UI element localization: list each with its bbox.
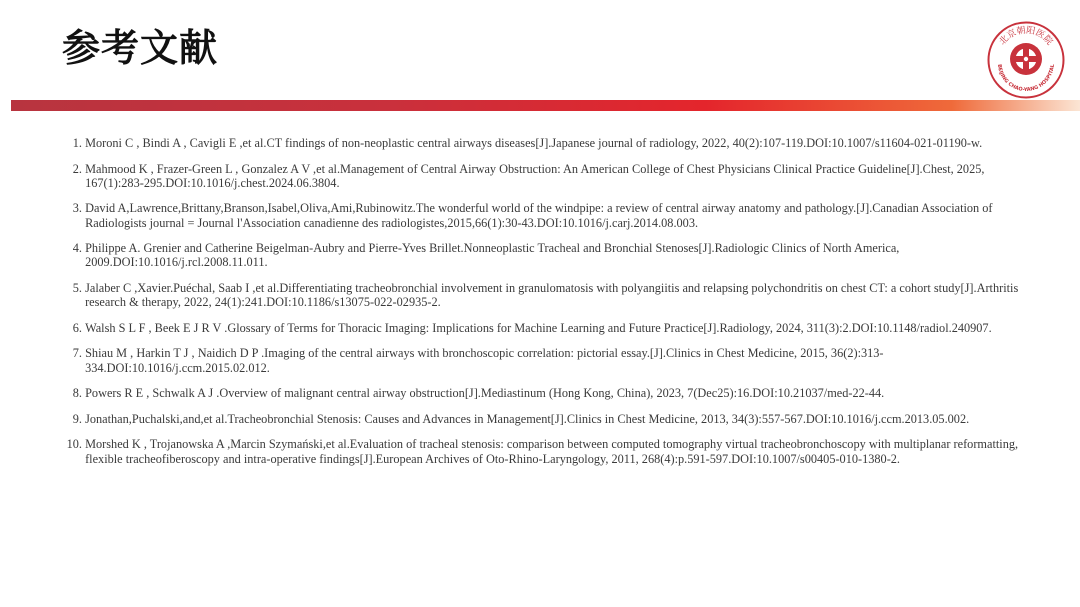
reference-list	[60, 136, 1020, 477]
reference-item	[60, 437, 1020, 465]
logo-cross-emblem	[1010, 43, 1042, 75]
reference-number: 2.	[72, 161, 82, 176]
reference-number: 1.	[72, 136, 82, 150]
reference-item	[60, 346, 1020, 374]
reference-text: Walsh S L F , Beek E J R V .Glossary of Terms for Thoracic Imaging: Implications for Machine Learning and Future Practice[J].Radiology, 2024, 311(3):2.DOI:10.1148/radiol.240907.	[85, 320, 992, 335]
reference-text: David A,Lawrence,Brittany,Branson,Isabel,Oliva,Ami,Rubinowitz.The wonderful world of the windpipe: a review of central airway anatomy and pathology.[J].Canadian Association of Radiologists journal = Journal l'Association canadienne des radiologistes,2015,66(1):30-43.DOI:10.1016/j.carj.2014.08.003.	[85, 201, 993, 230]
reference-number: 5.	[72, 280, 82, 295]
reference-item	[60, 241, 1020, 269]
reference-text: Jalaber C ,Xavier.Puéchal, Saab I ,et al.Differentiating tracheobronchial involvement in granulomatosis with polyangiitis and relapsing polychondritis on chest CT: a cohort study[J].Arthritis research & therapy, 2022, 24(1):241.DOI:10.1186/s13075-022-02935-2.	[85, 280, 1019, 310]
reference-text: Moroni C , Bindi A , Cavigli E ,et al.CT findings of non-neoplastic central airways diseases[J].Japanese journal of radiology, 2022, 40(2):107-119.DOI:10.1007/s11604-021-01190-w.	[85, 136, 983, 150]
logo-arc-bottom-text: BEIJING CHAO-YANG HOSPITAL	[995, 63, 1057, 94]
reference-number: 8.	[72, 386, 82, 401]
reference-number: 6.	[72, 320, 82, 335]
reference-number: 10.	[66, 437, 82, 452]
reference-number: 3.	[72, 201, 82, 216]
reference-number: 9.	[72, 411, 82, 426]
reference-text: Powers R E , Schwalk A J .Overview of malignant central airway obstruction[J].Mediastinum (Hong Kong, China), 2023, 7(Dec25):16.DOI:10.21037/med-22-44.	[85, 386, 885, 401]
logo-arc-top-text: 北京朝阳医院	[997, 25, 1055, 48]
reference-item	[60, 136, 1020, 150]
reference-text: Shiau M , Harkin T J , Naidich D P .Imaging of the central airways with bronchoscopic correlation: pictorial essay.[J].Clinics in Chest Medicine, 2015, 36(2):313-334.DOI:10.1016/j.ccm.2015.02.012.	[85, 346, 884, 375]
reference-item	[60, 281, 1020, 309]
reference-item	[60, 386, 1020, 400]
reference-text: Morshed K , Trojanowska A ,Marcin Szymański,et al.Evaluation of tracheal stenosis: comparison between computed tomography virtual tracheobronchoscopy with multiplanar reformatting, flexible tracheofiberoscopy and intra-operative findings[J].European Archives of Oto-Rhino-Laryngology, 2011, 268(4):p.591-597.DOI:10.1007/s00405-010-1380-2.	[85, 437, 1019, 466]
reference-number: 7.	[72, 346, 82, 361]
title-divider-bar	[11, 100, 1080, 111]
hospital-logo	[986, 20, 1066, 100]
reference-item	[60, 201, 1020, 229]
reference-text: Philippe A. Grenier and Catherine Beigelman-Aubry and Pierre-Yves Brillet.Nonneoplastic Tracheal and Bronchial Stenoses[J].Radiologic Clinics of North America, 2009.DOI:10.1016/j.rcl.2008.11.011.	[85, 241, 900, 270]
reference-item	[60, 321, 1020, 335]
reference-item	[60, 412, 1020, 426]
reference-text: Jonathan,Puchalski,and,et al.Tracheobronchial Stenosis: Causes and Advances in Management[J].Clinics in Chest Medicine, 2013, 34(3):557-567.DOI:10.1016/j.ccm.2013.05.002.	[85, 411, 970, 426]
reference-number: 4.	[72, 241, 82, 256]
reference-item	[60, 162, 1020, 190]
page-title: 参考文献	[62, 26, 219, 70]
reference-text: Mahmood K , Frazer-Green L , Gonzalez A V ,et al.Management of Central Airway Obstruction: An American College of Chest Physicians Clinical Practice Guideline[J].Chest, 2025, 167(1):283-295.DOI:10.1016/j.chest.2024.06.3804.	[85, 161, 985, 190]
